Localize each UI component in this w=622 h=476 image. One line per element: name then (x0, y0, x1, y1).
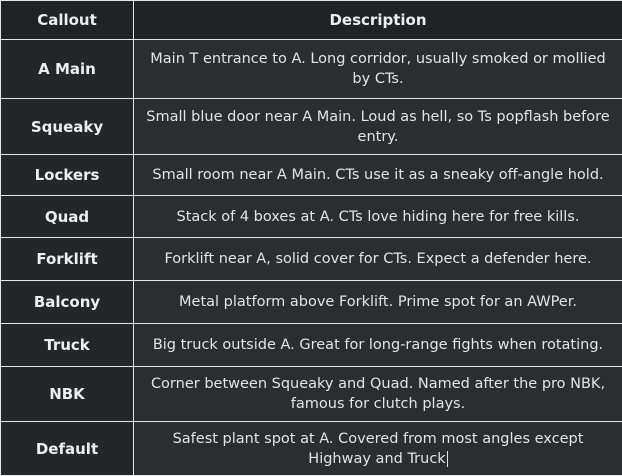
callout-cell[interactable]: Lockers (1, 155, 134, 196)
header-callout: Callout (1, 1, 134, 40)
description-cell[interactable]: Forklift near A, solid cover for CTs. Expect a defender here. (134, 238, 622, 281)
description-text: Safest plant spot at A. Covered from most angles except Highway and Truck (173, 431, 584, 467)
table-row (1, 281, 622, 324)
table-row (1, 99, 622, 155)
description-cell[interactable]: Small room near A Main. CTs use it as a sneaky off-angle hold. (134, 155, 622, 196)
callout-cell[interactable]: Default (1, 422, 134, 476)
table-row (1, 40, 622, 99)
text-cursor (447, 451, 448, 467)
table-row (1, 155, 622, 196)
callout-cell[interactable]: Quad (1, 196, 134, 238)
description-cell[interactable]: Stack of 4 boxes at A. CTs love hiding here for free kills. (134, 196, 622, 238)
callout-cell[interactable]: Truck (1, 324, 134, 367)
header-row (1, 1, 622, 40)
callout-cell[interactable]: NBK (1, 367, 134, 422)
table-row (1, 196, 622, 238)
description-cell[interactable]: Corner between Squeaky and Quad. Named after the pro NBK, famous for clutch plays. (134, 367, 622, 422)
table-row (1, 367, 622, 422)
description-cell[interactable]: Big truck outside A. Great for long-range fights when rotating. (134, 324, 622, 367)
header-description: Description (134, 1, 622, 40)
callout-cell[interactable]: Forklift (1, 238, 134, 281)
callout-cell[interactable]: A Main (1, 40, 134, 99)
description-cell[interactable]: Metal platform above Forklift. Prime spot for an AWPer. (134, 281, 622, 324)
callout-cell[interactable]: Balcony (1, 281, 134, 324)
description-cell[interactable]: Small blue door near A Main. Loud as hell, so Ts popflash before entry. (134, 99, 622, 155)
callout-cell[interactable]: Squeaky (1, 99, 134, 155)
table-row (1, 238, 622, 281)
description-cell-editing[interactable] (134, 422, 622, 476)
description-cell[interactable]: Main T entrance to A. Long corridor, usually smoked or mollied by CTs. (134, 40, 622, 99)
table-row (1, 422, 622, 476)
table-row (1, 324, 622, 367)
